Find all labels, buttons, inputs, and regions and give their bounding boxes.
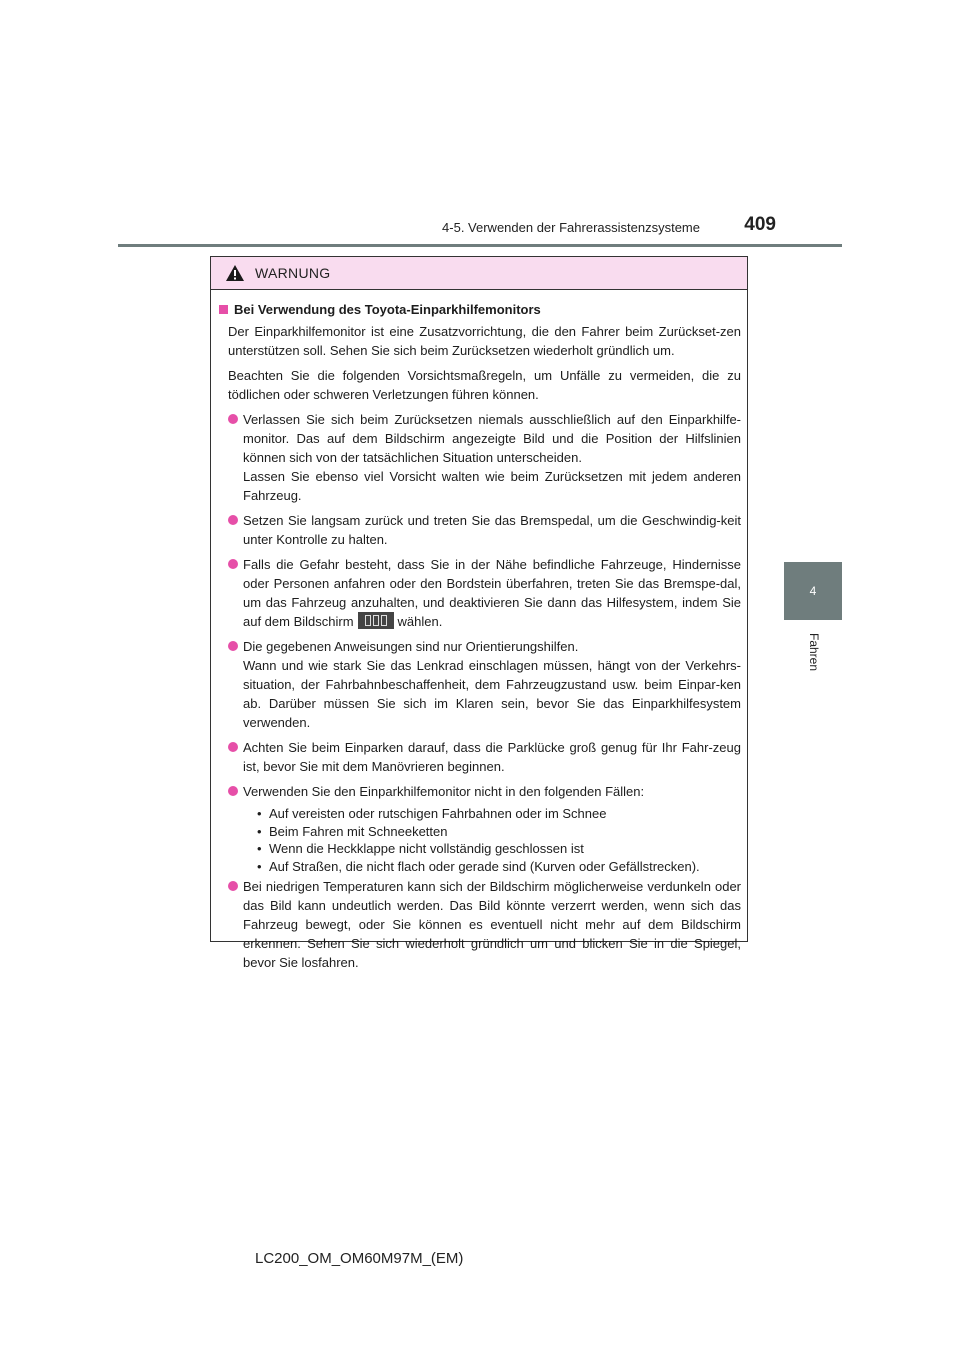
header-rule [118,244,842,247]
warning-triangle-icon [225,264,245,282]
warning-subheading-text: Bei Verwendung des Toyota-Einparkhilfemonitors [234,302,541,317]
list-item-text: Bei niedrigen Temperaturen kann sich der Bildschirm möglicherweise verdunkeln oder das Bild kann undeutlich werden. Das Bild könnte verzerrt werden, wenn sich das Fahrzeug bewegt, oder Sie können es eventuell nicht mehr auf dem Bildschirm erkennen. Sehen Sie sich wiederholt gründlich um und blicken Sie in die Spiegel, bevor Sie losfahren. [243,879,741,970]
intro-paragraph: Beachten Sie die folgenden Vorsichtsmaßregeln, um Unfälle zu vermeiden, die zu tödlichen oder schweren Verletzungen führen können. [228,368,741,402]
list-item [228,511,741,549]
list-item [228,410,741,505]
parking-aid-off-button-icon [358,612,394,629]
warning-header [211,257,747,290]
chapter-tab [784,562,842,620]
warning-body [211,290,747,972]
list-item-text: Lassen Sie ebenso viel Vorsicht walten wie beim Zurücksetzen mit jedem anderen Fahrzeug. [243,469,741,503]
list-item [228,877,741,972]
circle-bullet-icon [228,515,238,525]
chapter-label-text: Fahren [807,632,821,672]
sub-list [257,805,741,875]
chapter-label [785,630,843,674]
list-item-text: Verlassen Sie sich beim Zurücksetzen niemals ausschließlich auf den Einparkhilfe-monitor. Das auf dem Bildschirm angezeigte Bild und die Position der Hilfslinien können sich von der tatsächlichen Situation unterscheiden. [243,412,741,465]
list-item-text: Achten Sie beim Einparken darauf, dass die Parklücke groß genug für Ihr Fahr-zeug ist, bevor Sie mit dem Manövrieren beginnen. [243,740,741,774]
list-item-text: Setzen Sie langsam zurück und treten Sie das Bremspedal, um die Geschwindig-keit unter Kontrolle zu halten. [243,513,741,547]
circle-bullet-icon [228,641,238,651]
chapter-tab-number: 4 [809,584,817,598]
sub-list-item: • Beim Fahren mit Schneeketten [257,823,448,839]
list-item-text: Die gegebenen Anweisungen sind nur Orientierungshilfen. [243,639,579,654]
list-item-text: Wann und wie stark Sie das Lenkrad einschlagen müssen, hängt von der Verkehrs-situation, der Fahrbahnbeschaffenheit, dem Fahrzeugzustand usw. beim Einpar-ken ab. Darüber müssen Sie sich im Klaren sein, bevor Sie das Einparkhilfesystem verwenden. [243,658,741,730]
page-number: 409 [744,214,776,235]
square-bullet-icon [219,305,228,314]
circle-bullet-icon [228,414,238,424]
sub-list-item: • Auf Straßen, die nicht flach oder gerade sind (Kurven oder Gefällstrecken). [257,858,700,874]
document-code: LC200_OM_OM60M97M_(EM) [255,1250,464,1267]
warning-box [210,256,748,970]
sub-list-item: • Auf vereisten oder rutschigen Fahrbahnen oder im Schnee [257,806,607,821]
list-item-text: Falls die Gefahr besteht, dass Sie in der Nähe befindliche Fahrzeuge, Hindernisse oder Personen anfahren oder den Bordstein überfahren, treten Sie das Bremspe-dal, um das Fahrzeug anzuhalten, und deaktivieren Sie dann das Hilfesystem, indem Sie auf dem Bildschirm [243,557,741,629]
list-item-text: Verwenden Sie den Einparkhilfemonitor nicht in den folgenden Fällen: [243,784,645,799]
sub-list-item: • Wenn die Heckklappe nicht vollständig geschlossen ist [257,841,584,856]
circle-bullet-icon [228,742,238,752]
circle-bullet-icon [228,559,238,569]
circle-bullet-icon [228,881,238,891]
list-item [228,555,741,631]
list-item [228,738,741,776]
list-item [228,782,741,801]
warning-title: WARNUNG [255,265,331,281]
list-item [228,637,741,732]
list-item-text: wählen. [397,614,443,629]
circle-bullet-icon [228,786,238,796]
header-section-title: 4-5. Verwenden der Fahrerassistenzsysteme [442,220,700,235]
intro-paragraph: Der Einparkhilfemonitor ist eine Zusatzvorrichtung, die den Fahrer beim Zurückset-zen unterstützen soll. Sehen Sie sich beim Zurücksetzen wiederholt gründlich um. [228,324,741,358]
warning-subheading [219,300,741,319]
